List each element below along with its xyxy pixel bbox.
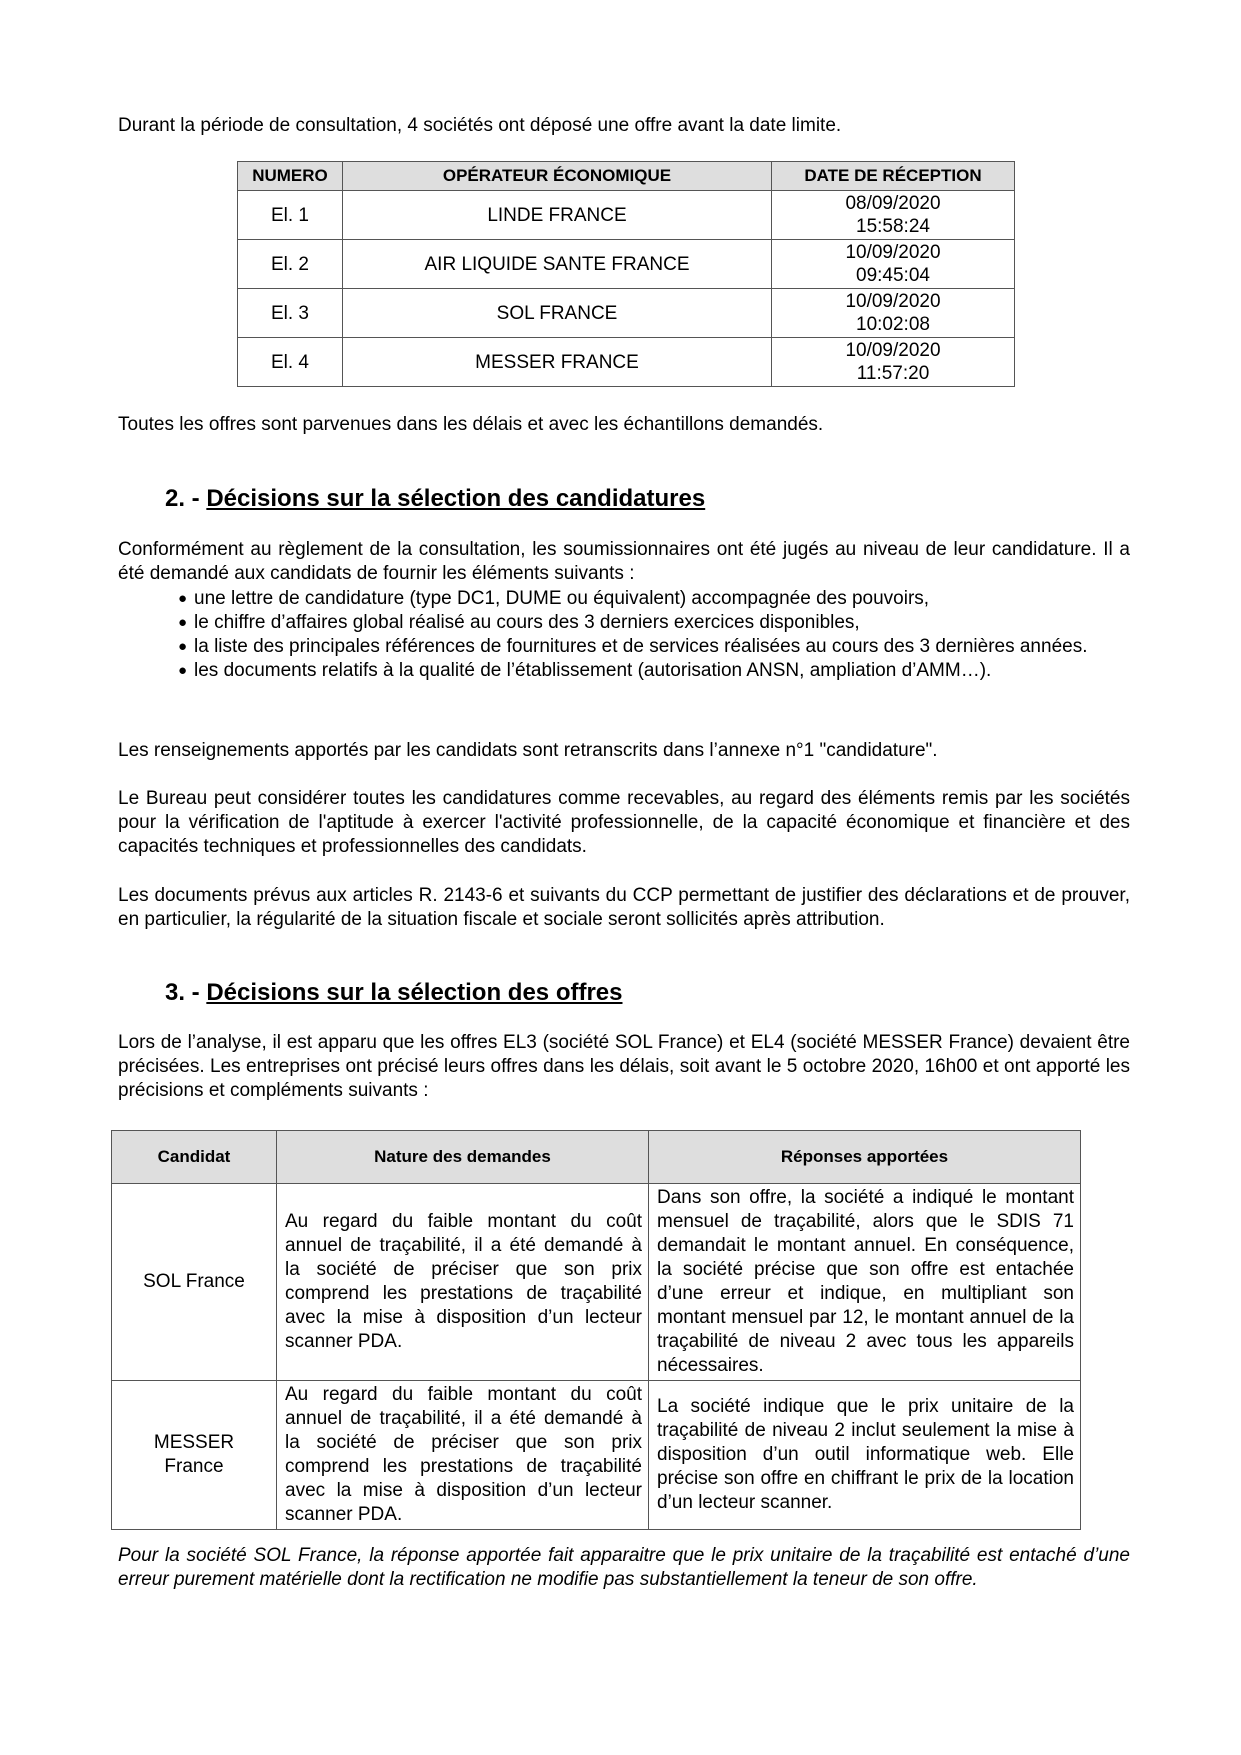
section2-paragraph-2: Les renseignements apportés par les candidats sont retranscrits dans l’annexe n°1 "candidature". — [118, 740, 938, 761]
header-reponses: Réponses apportées — [649, 1131, 1081, 1184]
header-operateur: OPÉRATEUR ÉCONOMIQUE — [343, 162, 772, 191]
list-item-text: le chiffre d’affaires global réalisé au cours des 3 derniers exercices disponibles, — [194, 612, 860, 633]
intro-paragraph: Durant la période de consultation, 4 sociétés ont déposé une offre avant la date limite. — [118, 115, 842, 136]
date-value: 08/09/2020 — [845, 193, 941, 214]
cell-demande: Au regard du faible montant du coût annuel de traçabilité, il a été demandé à la société de préciser que son prix comprend les prestations de traçabilité avec la mise à disposition d’un lecteur scanner PDA. — [277, 1381, 649, 1530]
cell-numero: El. 4 — [238, 338, 343, 387]
date-value: 10/09/2020 — [845, 291, 941, 312]
table-row — [238, 289, 1015, 338]
table-header-row — [112, 1131, 1081, 1184]
section2-title: Décisions sur la sélection des candidatures — [206, 485, 706, 512]
bullet-icon: ● — [178, 662, 188, 679]
cell-candidat: SOL France — [112, 1184, 277, 1381]
list-item — [178, 587, 1130, 611]
list-item — [178, 635, 1130, 659]
header-nature: Nature des demandes — [277, 1131, 649, 1184]
cell-numero: El. 3 — [238, 289, 343, 338]
bullet-icon: ● — [178, 638, 188, 655]
table-header-row — [238, 162, 1015, 191]
section2-paragraph-3: Le Bureau peut considérer toutes les candidatures comme recevables, au regard des éléments remis par les sociétés pour la vérification de l'aptitude à exercer l'activité professionnelle, de la capacité économique et financière et des capacités techniques et professionnelles des candidats. — [118, 788, 1130, 857]
cell-candidat: MESSER France — [112, 1381, 277, 1530]
section2-heading — [165, 484, 705, 514]
time-value: 15:58:24 — [856, 216, 930, 237]
cell-date — [772, 191, 1015, 240]
header-numero: NUMERO — [238, 162, 343, 191]
bullet-icon: ● — [178, 590, 188, 607]
cell-numero: El. 2 — [238, 240, 343, 289]
list-item — [178, 611, 1130, 635]
section2-paragraph-4: Les documents prévus aux articles R. 2143-6 et suivants du CCP permettant de justifier des déclarations et de prouver, en particulier, la régularité de la situation fiscale et sociale seront sollicités après attribution. — [118, 885, 1130, 930]
table-row — [238, 240, 1015, 289]
section2-paragraph-1: Conformément au règlement de la consultation, les soumissionnaires ont été jugés au niveau de leur candidature. Il a été demandé aux candidats de fournir les éléments suivants : — [118, 539, 1130, 584]
time-value: 11:57:20 — [856, 363, 930, 384]
time-value: 09:45:04 — [856, 265, 930, 286]
time-value: 10:02:08 — [856, 314, 930, 335]
cell-date — [772, 338, 1015, 387]
conclusion-italic-paragraph: Pour la société SOL France, la réponse apportée fait apparaitre que le prix unitaire de la traçabilité est entaché d’une erreur purement matérielle dont la rectification ne modifie pas substantiellement la teneur de son offre. — [118, 1545, 1130, 1590]
table-row — [112, 1381, 1081, 1530]
section3-title: Décisions sur la sélection des offres — [206, 979, 623, 1006]
table-row — [238, 338, 1015, 387]
date-value: 10/09/2020 — [845, 340, 941, 361]
cell-demande: Au regard du faible montant du coût annuel de traçabilité, il a été demandé à la société de préciser que son prix comprend les prestations de traçabilité avec la mise à disposition d’un lecteur scanner PDA. — [277, 1184, 649, 1381]
list-item-text: une lettre de candidature (type DC1, DUME ou équivalent) accompagnée des pouvoirs, — [194, 588, 930, 609]
cell-operateur: MESSER FRANCE — [343, 338, 772, 387]
header-candidat: Candidat — [112, 1131, 277, 1184]
clarifications-table — [111, 1130, 1081, 1530]
cell-date — [772, 289, 1015, 338]
date-value: 10/09/2020 — [845, 242, 941, 263]
cell-operateur: SOL FRANCE — [343, 289, 772, 338]
cell-operateur: LINDE FRANCE — [343, 191, 772, 240]
after-table-paragraph: Toutes les offres sont parvenues dans les délais et avec les échantillons demandés. — [118, 414, 824, 435]
cell-reponse: La société indique que le prix unitaire de la traçabilité de niveau 2 inclut seulement la mise à disposition d’un outil informatique web. Elle précise son offre en chiffrant le prix de la location d’un lecteur scanner. — [649, 1381, 1081, 1530]
header-date: DATE DE RÉCEPTION — [772, 162, 1015, 191]
list-item — [178, 659, 1130, 683]
cell-operateur: AIR LIQUIDE SANTE FRANCE — [343, 240, 772, 289]
cell-date — [772, 240, 1015, 289]
section3-heading — [165, 978, 623, 1008]
list-item-text: les documents relatifs à la qualité de l’établissement (autorisation ANSN, ampliation d’AMM…). — [194, 660, 992, 681]
bullet-icon: ● — [178, 614, 188, 631]
list-item-text: la liste des principales références de fournitures et de services réalisées au cours des 3 dernières années. — [194, 636, 1088, 657]
section3-number: 3. - — [165, 979, 207, 1006]
cell-reponse: Dans son offre, la société a indiqué le montant mensuel de traçabilité, alors que le SDIS 71 demandait le montant annuel. En conséquence, la société précise que son offre est entachée d’une erreur et indique, en multipliant son montant mensuel par 12, le montant annuel de la traçabilité de niveau 2 avec tous les appareils nécessaires. — [649, 1184, 1081, 1381]
table-row — [238, 191, 1015, 240]
section2-number: 2. - — [165, 485, 207, 512]
table-row — [112, 1184, 1081, 1381]
cell-numero: El. 1 — [238, 191, 343, 240]
section3-paragraph-1: Lors de l’analyse, il est apparu que les offres EL3 (société SOL France) et EL4 (société MESSER France) devaient être précisées. Les entreprises ont précisé leurs offres dans les délais, soit avant le 5 octobre 2020, 16h00 et ont apporté les précisions et compléments suivants : — [118, 1032, 1130, 1101]
submissions-table — [237, 161, 1015, 387]
requirements-list — [178, 587, 1130, 683]
